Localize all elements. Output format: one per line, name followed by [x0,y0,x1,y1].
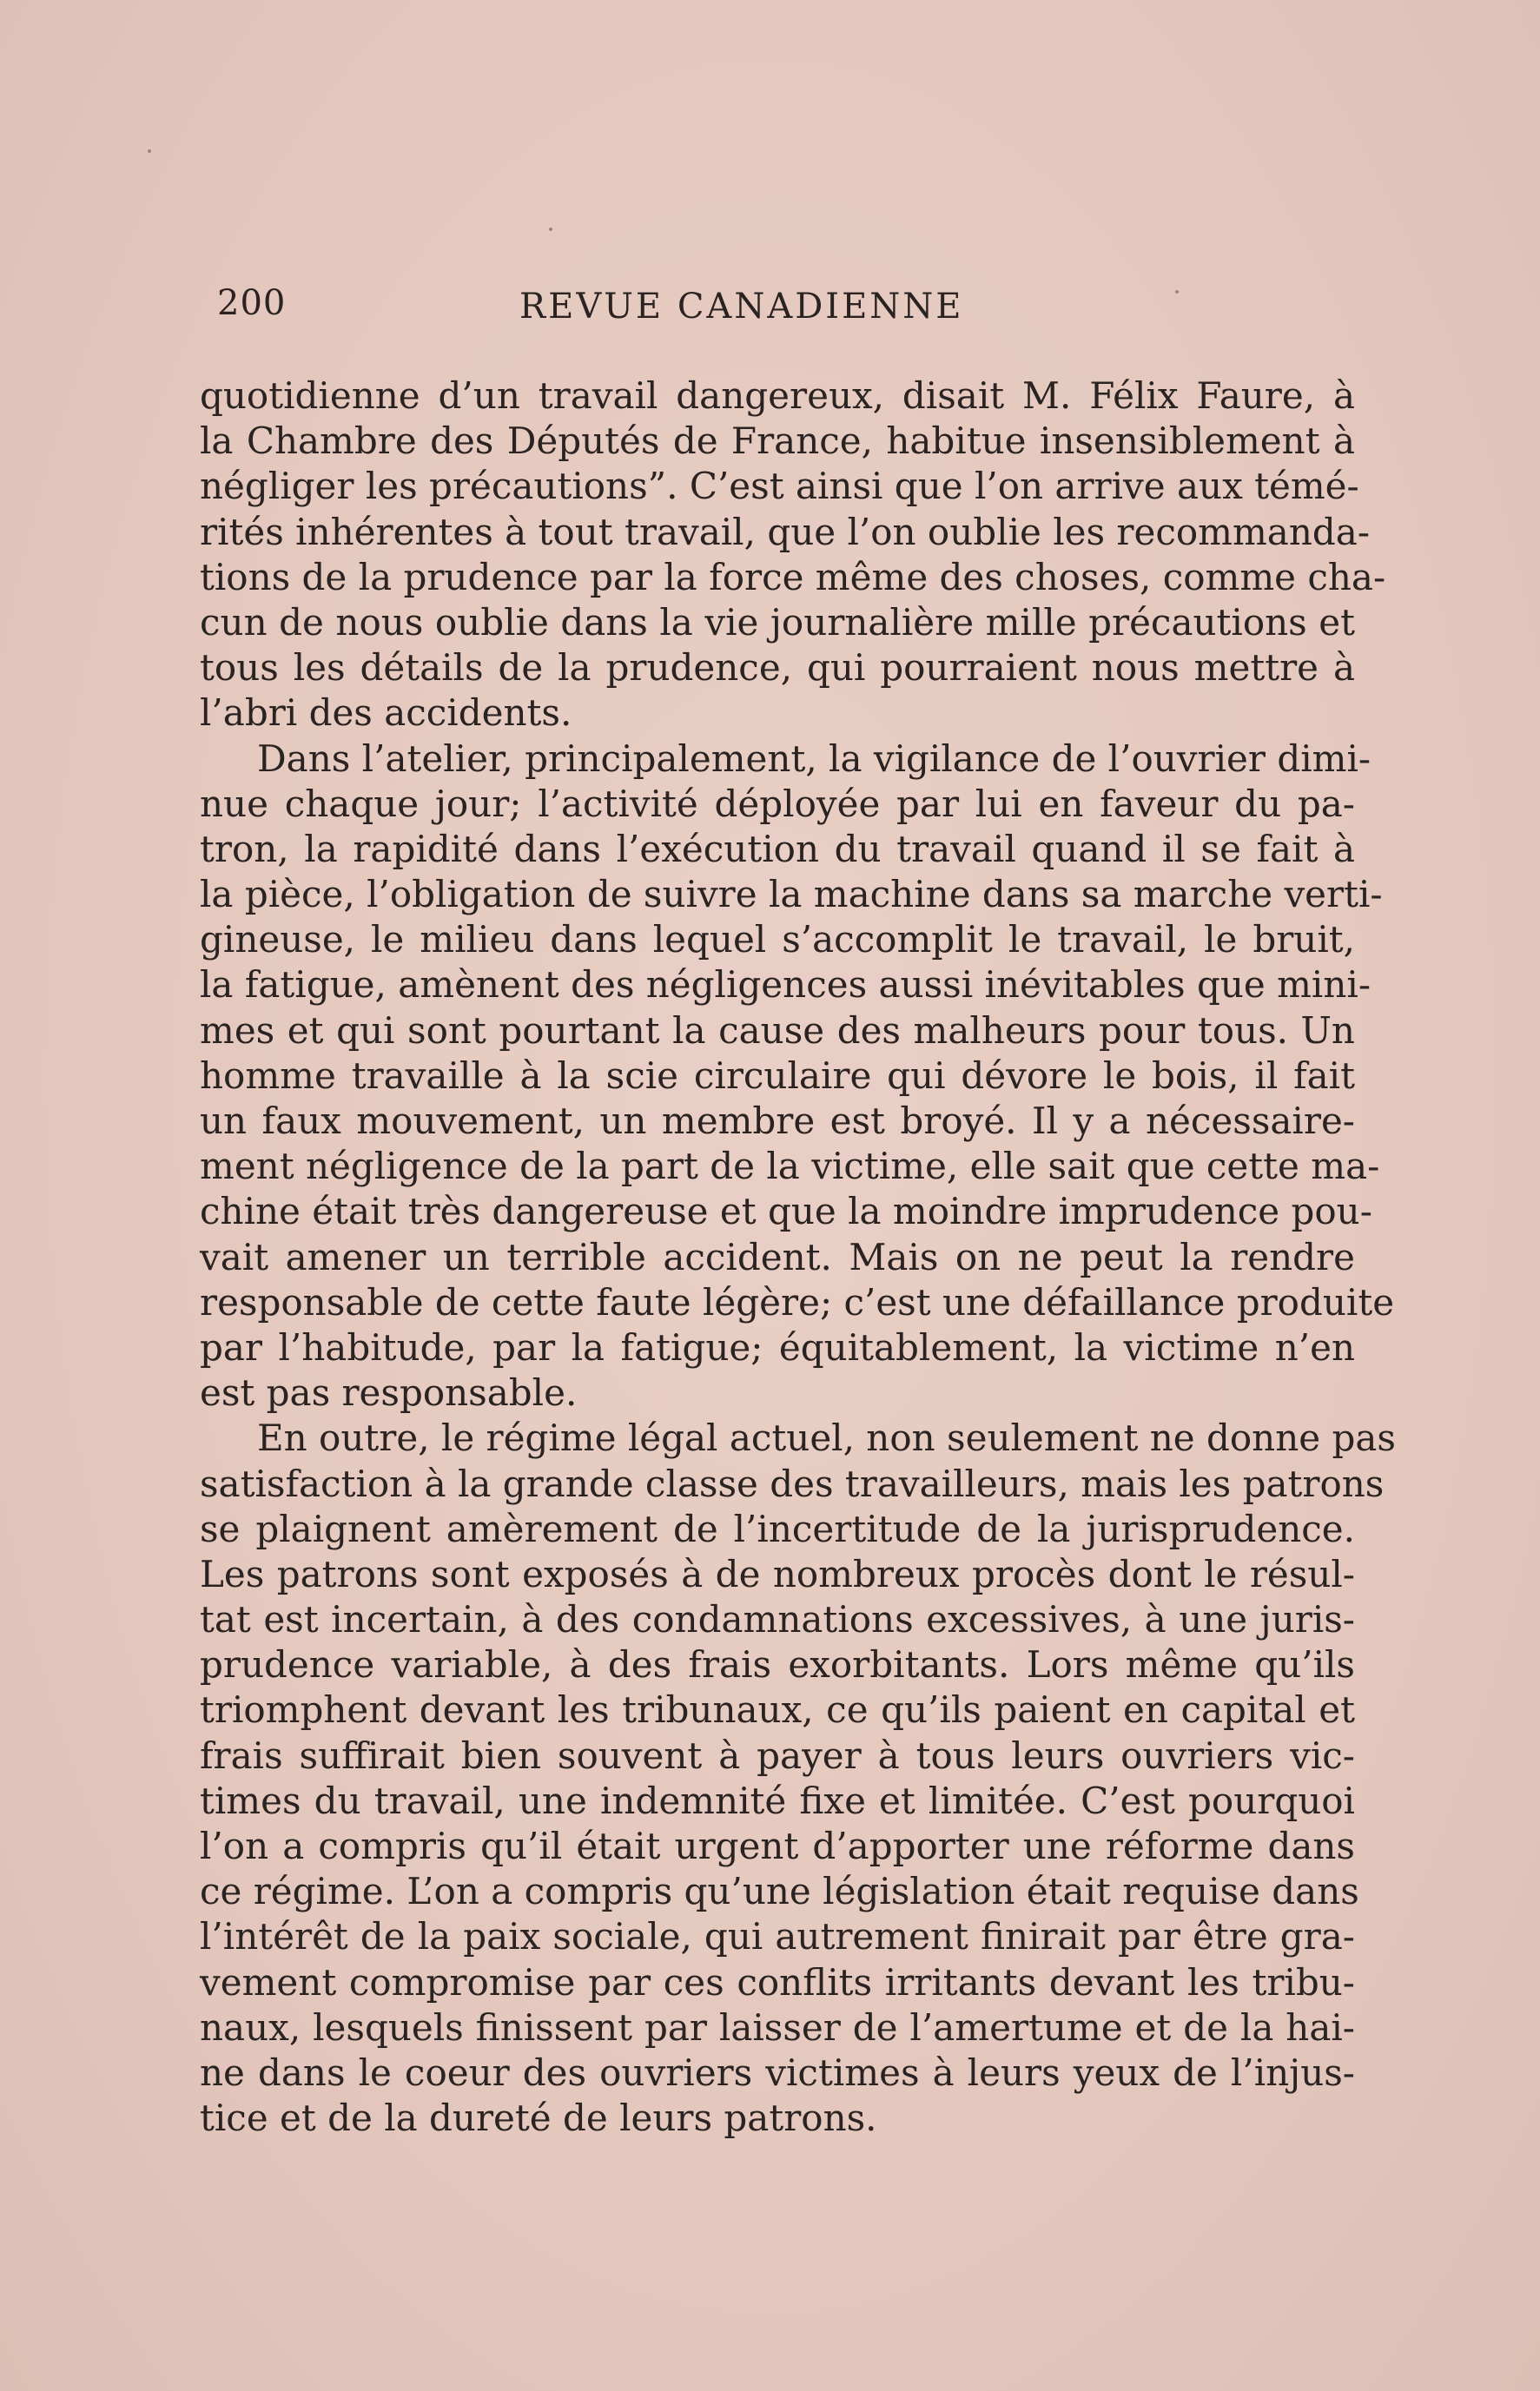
text-line: frais suffirait bien souvent à payer à tous leurs ouvriers vic- [200,1734,1355,1777]
page-number: 200 [217,283,287,323]
text-line: vement compromise par ces conflits irritants devant les tribu- [200,1960,1355,2004]
text-line: la Chambre des Députés de France, habitue insensiblement à [200,419,1355,463]
text-line: tions de la prudence par la force même des choses, comme cha- [200,555,1386,598]
text-line: vait amener un terrible accident. Mais on ne peut la rendre [200,1235,1355,1278]
text-line: Dans l’atelier, principalement, la vigilance de l’ouvrier dimi- [257,736,1371,780]
text-line: naux, lesquels finissent par laisser de l’amertume et de la hai- [200,2005,1355,2049]
text-line: prudence variable, à des frais exorbitants. Lors même qu’ils [200,1643,1355,1687]
print-speck [549,228,552,231]
body-text [200,373,1396,2141]
text-line: la pièce, l’obligation de suivre la machine dans sa marche verti- [200,873,1383,916]
text-line: ce régime. L’on a compris qu’une législation était requise dans [200,1870,1359,1913]
text-line: cun de nous oublie dans la vie journalière mille précautions et [200,600,1355,644]
text-line: satisfaction à la grande classe des travailleurs, mais les patrons [200,1462,1385,1505]
paragraph [200,1416,1396,2141]
text-line: se plaignent amèrement de l’incertitude de la jurisprudence. [200,1507,1355,1550]
text-line: Les patrons sont exposés à de nombreux procès dont le résul- [200,1552,1355,1595]
text-line: triomphent devant les tribunaux, ce qu’ils paient en capital et [200,1688,1355,1732]
text-line: tron, la rapidité dans l’exécution du travail quand il se fait à [200,827,1355,870]
text-line: négliger les précautions”. C’est ainsi que l’on arrive aux témé- [200,465,1359,508]
text-line: par l’habitude, par la fatigue; équitablement, la victime n’en [200,1325,1355,1369]
text-line: En outre, le régime légal actuel, non seulement ne donne pas [257,1417,1396,1460]
text-line: un faux mouvement, un membre est broyé. Il y a nécessaire- [200,1100,1355,1142]
text-line: ment négligence de la part de la victime, elle sait que cette ma- [200,1145,1380,1188]
text-line: quotidienne d’un travail dangereux, disait M. Félix Faure, à [200,374,1355,417]
text-line: chine était très dangereuse et que la moindre imprudence pou- [200,1190,1372,1233]
text-line: tous les détails de la prudence, qui pourraient nous mettre à [200,646,1355,690]
text-line: l’intérêt de la paix sociale, qui autrement finirait par être gra- [200,1915,1355,1958]
text-line: la fatigue, amènent des négligences aussi inévitables que mini- [200,963,1371,1007]
text-line: mes et qui sont pourtant la cause des malheurs pour tous. Un [200,1008,1355,1052]
page-header [217,283,1346,335]
text-line: responsable de cette faute légère; c’est une défaillance produite [200,1280,1395,1324]
text-line: est pas responsable. [200,1371,578,1415]
text-line: rités inhérentes à tout travail, que l’on oublie les recommanda- [200,510,1371,553]
text-line: nue chaque jour; l’activité déployée par lui en faveur du pa- [200,782,1355,825]
text-line: l’abri des accidents. [200,691,572,735]
text-line: tice et de la dureté de leurs patrons. [200,2097,877,2140]
text-line: tat est incertain, à des condamnations excessives, à une juris- [200,1598,1355,1641]
paragraph [200,373,1386,736]
text-line: gineuse, le milieu dans lequel s’accomplit le travail, le bruit, [200,918,1355,961]
running-title: REVUE CANADIENNE [519,287,964,327]
text-line: times du travail, une indemnité fixe et limitée. C’est pourquoi [200,1779,1355,1822]
print-speck [148,149,151,153]
text-line: ne dans le coeur des ouvriers victimes à leurs yeux de l’injus- [200,2051,1355,2094]
paragraph [200,736,1395,1417]
text-line: homme travaille à la scie circulaire qui dévore le bois, il fait [200,1053,1355,1097]
text-line: l’on a compris qu’il était urgent d’apporter une réforme dans [200,1825,1355,1867]
